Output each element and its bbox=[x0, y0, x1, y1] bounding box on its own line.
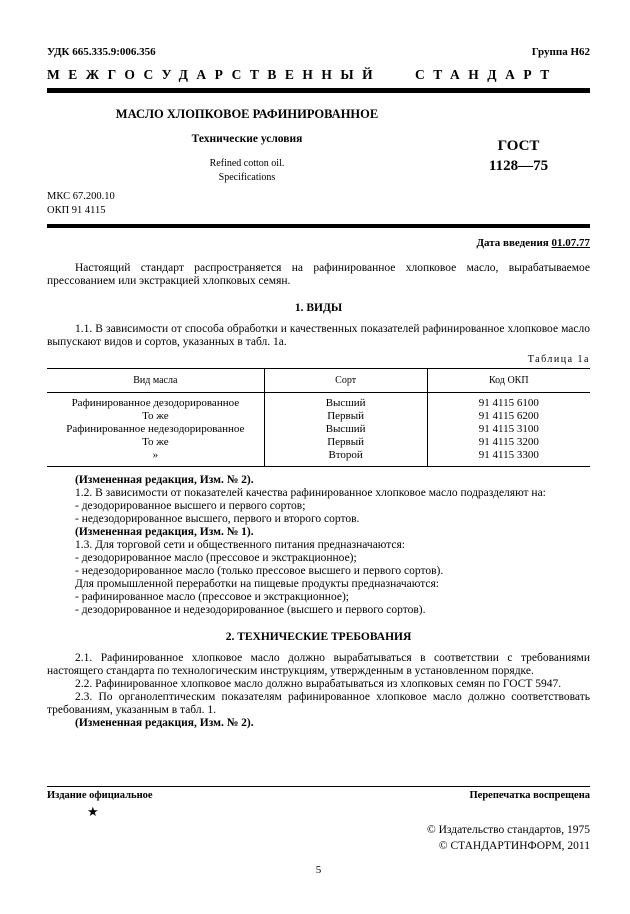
table-row bbox=[47, 393, 590, 410]
paragraph-1-1: 1.1. В зависимости от способа обработки и качественных показателей рафинированное хлопковое масло выпускают видов и сортов, указанных в табл. 1а. bbox=[47, 323, 590, 349]
list-item: - недезодорированное высшего, первого и второго сортов. bbox=[75, 513, 360, 526]
intro-paragraph: Настоящий стандарт распространяется на рафинированное хлопковое масло, вырабатываемое прессованием или экстракцией хлопковых семян. bbox=[47, 262, 590, 288]
section-1-heading: 1. ВИДЫ bbox=[294, 302, 343, 315]
list-item: - дезодорированное и недезодорированное (высшего и первого сортов). bbox=[75, 603, 426, 616]
cell-okp: 91 4115 3100 bbox=[478, 423, 539, 436]
column-header-okp: Код ОКП bbox=[427, 369, 590, 393]
table-row bbox=[47, 436, 590, 449]
table-row bbox=[47, 410, 590, 423]
cell-grade: Высший bbox=[264, 393, 427, 410]
cell-okp: 91 4115 3200 bbox=[478, 436, 539, 449]
group-code: Группа Н62 bbox=[531, 46, 590, 58]
paragraph-1-2: 1.2. В зависимости от показателей качества рафинированное хлопковое масло подразделяют на: bbox=[75, 487, 546, 500]
document-subtitle: Технические условия bbox=[191, 133, 303, 145]
section-2-heading: 2. ТЕХНИЧЕСКИЕ ТРЕБОВАНИЯ bbox=[225, 630, 412, 643]
gost-number: 1128—75 bbox=[488, 157, 549, 174]
cell-type: Рафинированное дезодорированное bbox=[47, 393, 264, 410]
page-number: 5 bbox=[315, 864, 322, 877]
cell-okp: 91 4115 3300 bbox=[478, 449, 539, 462]
title-column bbox=[47, 107, 447, 184]
english-title-line-2: Specifications bbox=[218, 171, 276, 183]
divider-bar-codes bbox=[47, 224, 590, 228]
official-edition-label: Издание официальное bbox=[47, 790, 153, 801]
divider-bar-top bbox=[47, 88, 590, 93]
header-row bbox=[47, 46, 590, 58]
table-header-row bbox=[47, 369, 590, 393]
amendment-note: (Измененная редакция, Изм. № 2). bbox=[75, 716, 254, 729]
cell-grade: Высший bbox=[264, 423, 427, 436]
standard-kind-heading: МЕЖГОСУДАРСТВЕННЫЙ СТАНДАРТ bbox=[47, 67, 558, 82]
date-label: Дата введения bbox=[476, 237, 549, 250]
cell-type: То же bbox=[47, 436, 264, 449]
table-caption: Таблица 1а bbox=[527, 354, 590, 366]
page-footer bbox=[47, 786, 590, 876]
table-row bbox=[47, 423, 590, 436]
amendment-note: (Измененная редакция, Изм. № 2). bbox=[75, 474, 254, 487]
paragraph-2-1: 2.1. Рафинированное хлопковое масло должно вырабатываться в соответствии с требованиями настоящего стандарта по технологическим инструкциям, утвержденным в установленном порядке. bbox=[47, 651, 590, 677]
amendment-note: (Измененная редакция, Изм. № 1). bbox=[75, 526, 254, 539]
effective-date-line bbox=[47, 237, 590, 249]
types-table bbox=[47, 368, 590, 467]
paragraph-2-2: 2.2. Рафинированное хлопковое масло должно вырабатываться из хлопковых семян по ГОСТ 5947. bbox=[75, 677, 562, 690]
cell-grade: Первый bbox=[264, 410, 427, 423]
document-title: МАСЛО ХЛОПКОВОЕ РАФИНИРОВАННОЕ bbox=[115, 107, 379, 121]
classification-codes bbox=[47, 190, 590, 218]
table-row bbox=[47, 449, 590, 466]
cell-type: То же bbox=[47, 410, 264, 423]
column-header-grade: Сорт bbox=[264, 369, 427, 393]
list-item: - дезодорированное масло (прессовое и экстракционное); bbox=[75, 552, 357, 565]
copyright-line-2: © СТАНДАРТИНФОРМ, 2011 bbox=[438, 840, 590, 853]
cell-type: Рафинированное недезодорированное bbox=[47, 423, 264, 436]
cell-type: » bbox=[47, 449, 264, 466]
paragraph-1-3b: Для промышленной переработки на пищевые продукты предназначаются: bbox=[75, 578, 439, 590]
list-item: - дезодорированное высшего и первого сортов; bbox=[75, 500, 306, 513]
english-title-block bbox=[47, 157, 447, 184]
udk-code: УДК 665.335.9:006.356 bbox=[47, 46, 156, 58]
title-block bbox=[47, 107, 590, 184]
cell-grade: Второй bbox=[264, 449, 427, 466]
paragraph-1-3: 1.3. Для торговой сети и общественного питания предназначаются: bbox=[75, 539, 405, 552]
list-item: - недезодорированное масло (только прессовое высшего и первого сортов). bbox=[75, 565, 444, 578]
cell-okp: 91 4115 6100 bbox=[478, 397, 539, 410]
gost-label: ГОСТ bbox=[497, 138, 540, 154]
date-value: 01.07.77 bbox=[551, 237, 590, 250]
copyright-line-1: © Издательство стандартов, 1975 bbox=[426, 824, 590, 836]
cell-okp: 91 4115 6200 bbox=[478, 410, 539, 423]
mks-code: МКС 67.200.10 bbox=[47, 191, 115, 202]
column-header-type: Вид масла bbox=[47, 369, 264, 393]
english-title-line-1: Refined cotton oil. bbox=[209, 158, 285, 169]
copyright-block bbox=[47, 822, 590, 854]
gost-number-block bbox=[447, 137, 590, 184]
reprint-prohibited-label: Перепечатка воспрещена bbox=[469, 790, 590, 801]
star-icon: ★ bbox=[87, 804, 99, 819]
cell-grade: Первый bbox=[264, 436, 427, 449]
okp-code: ОКП 91 4115 bbox=[47, 205, 106, 217]
footer-labels-row bbox=[47, 787, 590, 801]
paragraph-2-3: 2.3. По органолептическим показателям рафинированное хлопковое масло должно соответствовать требованиям, указанным в табл. 1. bbox=[47, 690, 590, 716]
list-item: - рафинированное масло (прессовое и экстракционное); bbox=[75, 590, 349, 603]
